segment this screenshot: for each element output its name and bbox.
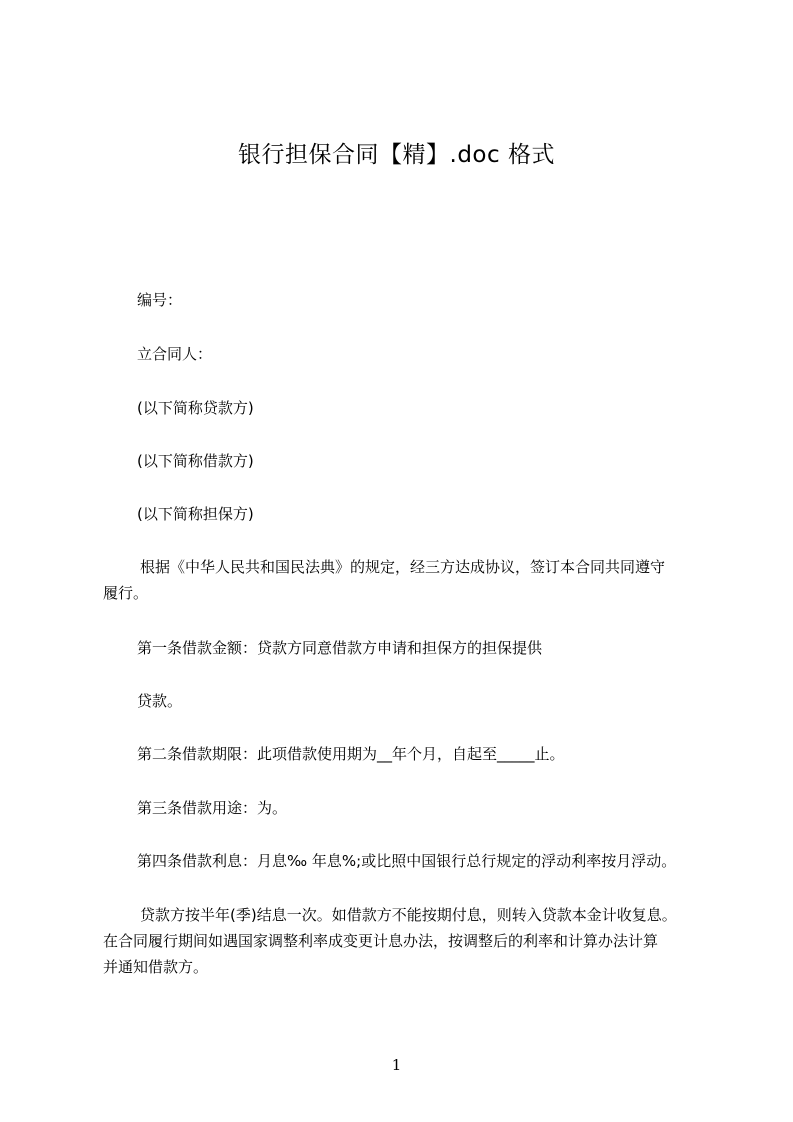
interest-line-1: 贷款方按半年(季)结息一次。如借款方不能按期付息，则转入贷款本金计收复息。 xyxy=(140,906,677,924)
article-1: 第一条借款金额：贷款方同意借款方申请和担保方的担保提供 xyxy=(137,639,543,657)
interest-line-3: 并通知借款方。 xyxy=(103,958,209,976)
contract-number-label: 编号： xyxy=(137,291,183,309)
article-2: 第二条借款期限：此项借款使用期为__年个月，自起至_____止。 xyxy=(137,745,565,763)
page-number: 1 xyxy=(391,1056,402,1074)
lender-designation: (以下简称贷款方) xyxy=(137,399,254,417)
article-3: 第三条借款用途：为。 xyxy=(137,799,288,817)
borrower-designation: (以下简称借款方) xyxy=(137,452,254,470)
article-4: 第四条借款利息：月息‰ 年息%;或比照中国银行总行规定的浮动利率按月浮动。 xyxy=(137,852,677,870)
preamble-line-1: 根据《中华人民共和国民法典》的规定，经三方达成协议，签订本合同共同遵守 xyxy=(140,558,666,576)
contract-parties-label: 立合同人： xyxy=(137,345,213,363)
article-1-continuation: 贷款。 xyxy=(137,692,183,710)
preamble-paragraph xyxy=(103,554,715,606)
document-title: 银行担保合同【精】.doc 格式 xyxy=(238,142,555,168)
interest-paragraph xyxy=(103,902,715,980)
preamble-line-2: 履行。 xyxy=(103,584,149,602)
interest-line-2: 在合同履行期间如遇国家调整利率成变更计息办法，按调整后的利率和计算办法计算 xyxy=(103,932,659,950)
guarantor-designation: (以下简称担保方) xyxy=(137,505,254,523)
